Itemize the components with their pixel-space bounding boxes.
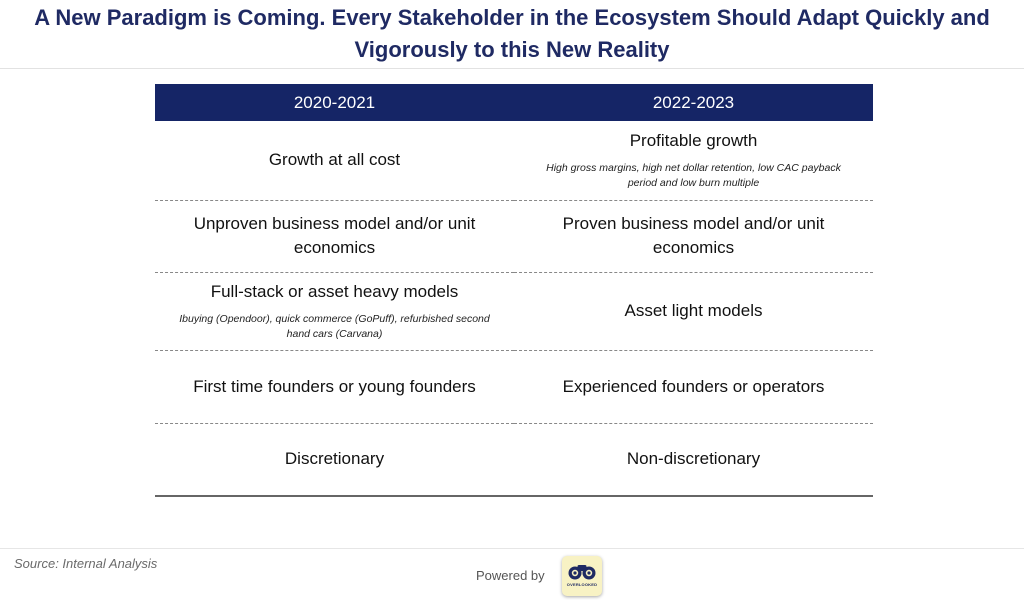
- title-divider: [0, 68, 1024, 69]
- table-cell: [155, 272, 514, 350]
- comparison-table: [155, 84, 873, 497]
- table-cell: [155, 200, 514, 272]
- table-row: [155, 350, 873, 423]
- table-cell: [514, 200, 873, 272]
- table-header-row: [155, 84, 873, 121]
- cell-main-text: Experienced founders or operators: [562, 376, 825, 396]
- table-row: [155, 121, 873, 200]
- cell-main-text: Unproven business model and/or unit economics: [193, 214, 476, 257]
- table-row: [155, 200, 873, 272]
- table-cell: [514, 423, 873, 496]
- cell-main-text: Proven business model and/or unit economics: [562, 214, 825, 257]
- cell-main-text: Full-stack or asset heavy models: [210, 282, 459, 301]
- brand-logo: [562, 556, 602, 596]
- table-cell: [155, 423, 514, 496]
- table-row: [155, 272, 873, 350]
- cell-main-text: Asset light models: [624, 301, 763, 320]
- source-note: Source: Internal Analysis: [14, 556, 158, 571]
- cell-main-text: Profitable growth: [629, 131, 758, 151]
- footer-divider: [0, 548, 1024, 549]
- table-cell: [514, 121, 873, 200]
- logo-wordmark: OVERLOOKED: [566, 582, 598, 587]
- table-cell: [155, 121, 514, 200]
- cell-note: Ibuying (Opendoor), quick commerce (GoPuff), refurbished second hand cars (Carvana): [179, 313, 490, 340]
- table-cell: [514, 272, 873, 350]
- column-header-2022-2023: 2022-2023: [514, 84, 873, 121]
- cell-note: High gross margins, high net dollar retention, low CAC payback period and low burn multiple: [546, 162, 841, 190]
- cell-main-text: Growth at all cost: [268, 150, 401, 170]
- binoculars-icon: [562, 556, 602, 596]
- cell-main-text: Non-discretionary: [626, 449, 761, 469]
- page-title: A New Paradigm is Coming. Every Stakeholder in the Ecosystem Should Adapt Quickly and Vigorously to this New Reality: [34, 5, 990, 62]
- table-cell: [155, 350, 514, 423]
- cell-main-text: Discretionary: [284, 449, 385, 469]
- cell-main-text: First time founders or young founders: [193, 376, 476, 396]
- powered-by-label: Powered by: [476, 568, 545, 583]
- table-cell: [514, 350, 873, 423]
- column-header-2020-2021: 2020-2021: [155, 84, 514, 121]
- table-row: [155, 423, 873, 496]
